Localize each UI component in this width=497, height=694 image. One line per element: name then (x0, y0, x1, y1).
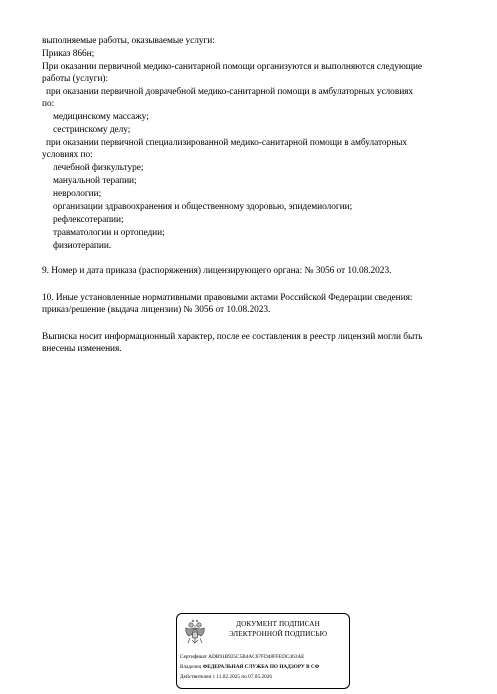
list-item-neurology: неврологии; (53, 189, 102, 199)
section-10-line-2: приказ/решение (выдача лицензии) № 3056 от 10.08.2023. (42, 305, 271, 315)
text-line-order: Приказ 866н; (42, 49, 95, 59)
electronic-signature-stamp (176, 613, 350, 689)
stamp-owner-value: ФЕДЕРАЛЬНАЯ СЛУЖБА ПО НАДЗОРУ В СФ (202, 664, 320, 670)
list-item-manual-therapy: мануальной терапии; (53, 176, 137, 186)
list-item-reflexotherapy: рефлексотерапии; (53, 215, 124, 225)
text-line-works-heading: выполняемые работы, оказываемые услуги: (42, 36, 215, 46)
section-10-line-1: 10. Иные установленные нормативными правовыми актами Российской Федерации сведения: (42, 293, 413, 303)
text-line-specialized: при оказании первичной специализированной медико-санитарной помощи в амбулаторных (46, 138, 408, 148)
list-item-traumatology: травматологии и ортопедии; (53, 228, 165, 238)
stamp-certificate-value: ADB91B925C5B4AC67FD48FFEDC463AE (208, 654, 305, 660)
text-line-pmsp-intro-cont: работы (услуги): (42, 74, 109, 84)
note-line-1: Выписка носит информационный характер, после ее составления в реестр лицензий могли быть (42, 332, 423, 342)
list-item-nursing: сестринскому делу; (53, 125, 131, 135)
text-line-prehospital: при оказании первичной доврачебной медико-санитарной помощи в амбулаторных условиях (46, 87, 414, 97)
stamp-certificate-label: Сертификат (180, 654, 207, 660)
text-line-prehospital-cont: по: (42, 99, 55, 109)
russian-coat-of-arms-icon (183, 619, 207, 647)
list-item-massage: медицинскому массажу; (53, 112, 149, 122)
stamp-owner (180, 664, 319, 671)
section-9-order-number: 9. Номер и дата приказа (распоряжения) лицензирующего органа: № 3056 от 10.08.2023. (42, 266, 392, 276)
stamp-certificate (180, 654, 304, 661)
stamp-owner-label: Владелец (180, 664, 202, 670)
list-item-exercise-therapy: лечебной физкультуре; (53, 163, 144, 173)
text-line-specialized-cont: условиях по: (42, 150, 93, 160)
list-item-physiotherapy: физиотерапии. (53, 241, 112, 251)
stamp-validity: Действителен с 11.02.2025 по 07.05.2026 (180, 674, 273, 680)
text-line-pmsp-intro: При оказании первичной медико-санитарной помощи организуются и выполняются следующие (42, 62, 423, 72)
stamp-title-line-1: ДОКУМЕНТ ПОДПИСАН (236, 620, 320, 628)
stamp-title (211, 620, 345, 639)
note-line-2: внесены изменения. (42, 344, 122, 354)
list-item-public-health: организации здравоохранения и общественному здоровью, эпидемиологии; (53, 202, 353, 212)
stamp-title-line-2: ЭЛЕКТРОННОЙ ПОДПИСЬЮ (228, 629, 328, 638)
